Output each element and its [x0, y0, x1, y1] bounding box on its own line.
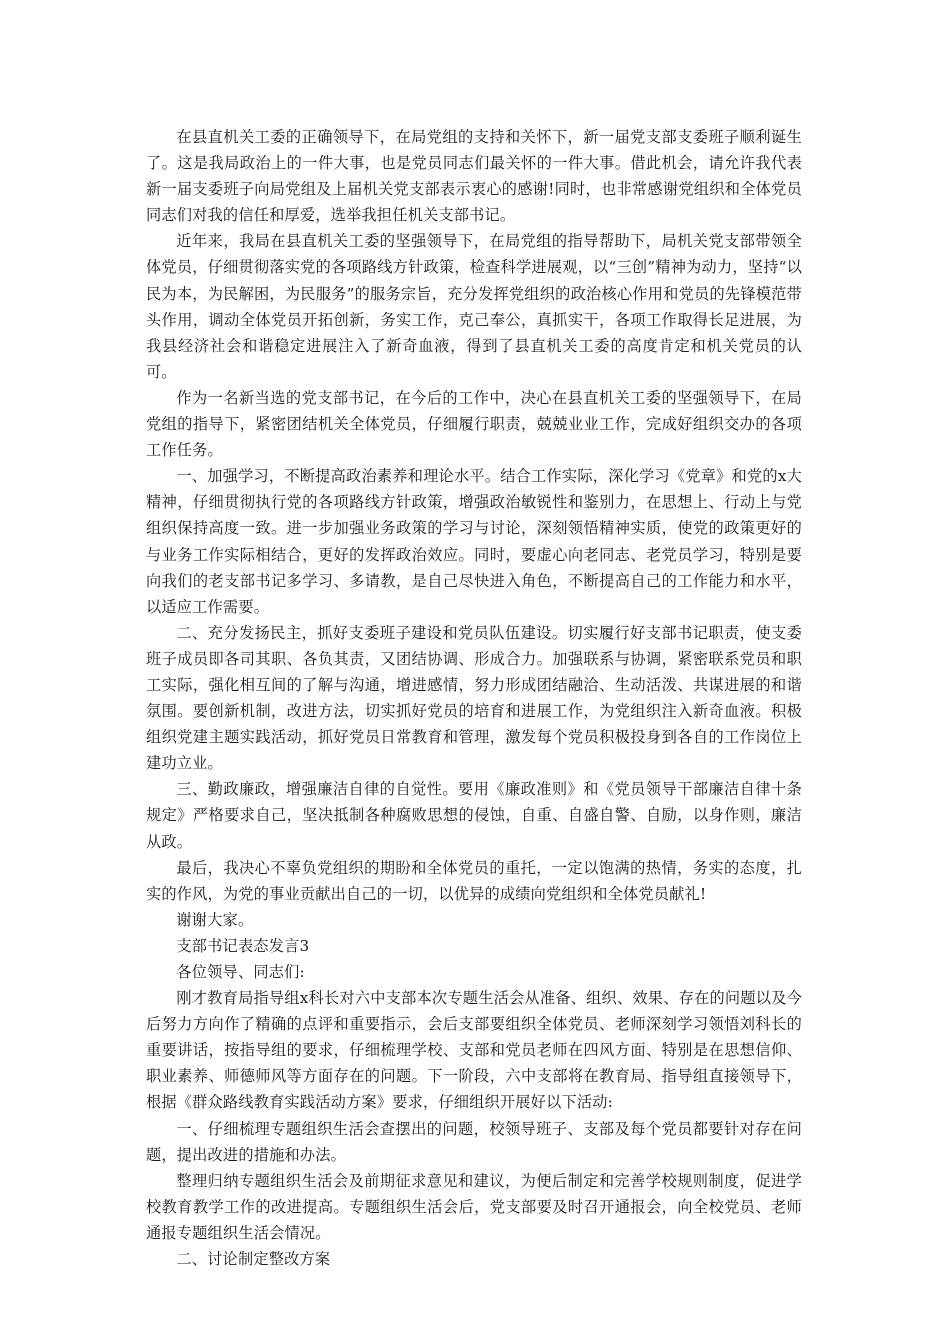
paragraph-12: 一、仔细梳理专题组织生活会查摆出的问题，校领导班子、支部及每个党员都要针对存在问题，提出改进的措施和办法。 — [146, 1119, 802, 1164]
paragraph-1: 在县直机关工委的正确领导下，在局党组的支持和关怀下，新一届党支部支委班子顺利诞生了。这是我局政治上的一件大事，也是党员同志们最关怀的一件大事。借此机会，请允许我代表新一届支委班子向局党组及上届机关党支部表示衷心的感谢!同时，也非常感谢党组织和全体党员同志们对我的信任和厚爱，选举我担任机关支部书记。 — [146, 128, 802, 225]
paragraph-5: 二、充分发扬民主，抓好支委班子建设和党员队伍建设。切实履行好支部书记职责，使支委班子成员即各司其职、各负其责，又团结协调、形成合力。加强联系与协调，紧密联系党员和职工实际，强化相互间的了解与沟通，增进感情，努力形成团结融洽、生动活泼、共谋进展的和谐氛围。要创新机制，改进方法，切实抓好党员的培育和进展工作，为党组织注入新奇血液。积极组织党建主题实践活动，抓好党员日常教育和管理，激发每个党员积极投身到各自的工作岗位上建功立业。 — [146, 623, 802, 773]
salutation: 各位领导、同志们: — [176, 963, 305, 981]
paragraph-2: 近年来，我局在县直机关工委的坚强领导下，在局党组的指导帮助下，局机关党支部带领全体党员，仔细贯彻落实党的各项路线方针政策，检查科学进展观，以“三创”精神为动力，坚持“以民为本，为民解困，为民服务”的服务宗旨，充分发挥党组织的政治核心作用和党员的先锋模范带头作用，调动全体党员开拓创新，务实工作，克己奉公，真抓实干，各项工作取得长足进展，为我县经济社会和谐稳定进展注入了新奇血液，得到了县直机关工委的高度肯定和机关党员的认可。 — [146, 232, 802, 381]
paragraph-4: 一、加强学习，不断提高政治素养和理论水平。结合工作实际，深化学习《党章》和党的x大精神，仔细贯彻执行党的各项路线方针政策，增强政治敏锐性和鉴别力，在思想上、行动上与党组织保持高度一致。进一步加强业务政策的学习与讨论，深刻领悟精神实质，使党的政策更好的与业务工作实际相结合，更好的发挥政治效应。同时，要虚心向老同志、老党员学习，特别是要向我们的老支部书记多学习、多请教，是自己尽快进入角色，不断提高自己的工作能力和水平，以适应工作需要。 — [146, 467, 802, 616]
paragraph-3: 作为一名新当选的党支部书记，在今后的工作中，决心在县直机关工委的坚强领导下，在局党组的指导下，紧密团结机关全体党员，仔细履行职责，兢兢业业工作，完成好组织交办的各项工作任务。 — [146, 388, 802, 460]
paragraph-11: 刚才教育局指导组x科长对六中支部本次专题生活会从准备、组织、效果、存在的问题以及今后努力方向作了精确的点评和重要指示，会后支部要组织全体党员、老师深刻学习领悟刘科长的重要讲话，按指导组的要求，仔细梳理学校、支部和党员老师在四风方面、特别是在思想信仰、职业素养、师德师风等方面存在的问题。下一阶段，六中支部将在教育局、指导组直接领导下，根据《群众路线教育实践活动方案》要求，仔细组织开展好以下活动: — [146, 989, 802, 1112]
paragraph-7: 最后，我决心不辜负党组织的期盼和全体党员的重托，一定以饱满的热情，务实的态度，扎实的作风，为党的事业贡献出自己的一切，以优异的成绩向党组织和全体党员献礼! — [146, 858, 802, 903]
document-body — [146, 124, 802, 1272]
paragraph-8: 谢谢大家。 — [176, 910, 254, 929]
section-title: 支部书记表态发言3 — [176, 936, 310, 955]
paragraph-6: 三、勤政廉政，增强廉洁自律的自觉性。要用《廉政准则》和《党员领导干部廉洁自律十条规定》严格要求自己，坚决抵制各种腐败思想的侵蚀，自重、自盛自警、自励，以身作则，廉洁从政。 — [146, 780, 802, 851]
paragraph-14: 二、讨论制定整改方案 — [176, 1250, 331, 1269]
paragraph-13: 整理归纳专题组织生活会及前期征求意见和建议，为便后制定和完善学校规则制度，促进学校教育教学工作的改进提高。专题组织生活会后，党支部要及时召开通报会，向全校党员、老师通报专题组织生活会情况。 — [146, 1171, 802, 1242]
